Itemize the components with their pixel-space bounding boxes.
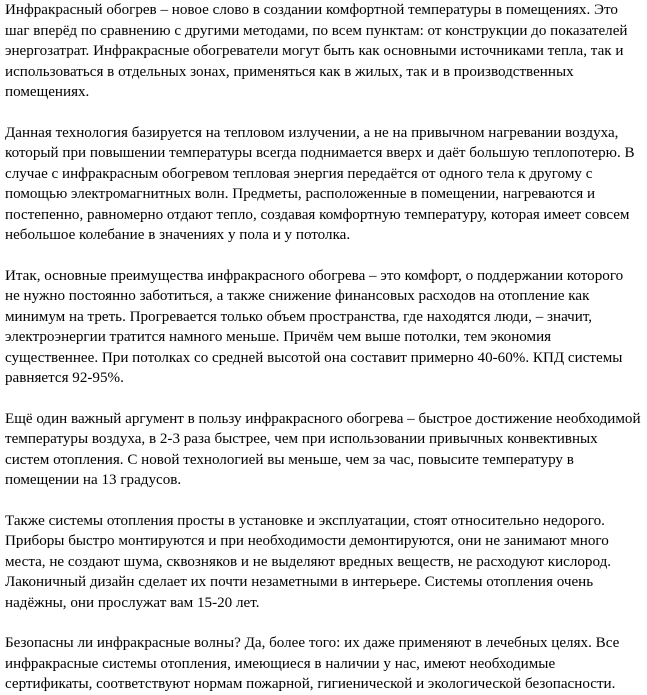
paragraph-advantages: Итак, основные преимущества инфракрасного обогрева – это комфорт, о поддержании которого не нужно постоянно заботиться, а также снижение финансовых расходов на отопление как минимум на треть. Прогревается только объем пространства, где находятся люди, – значит, электроэнергии тратится намного меньше. Причём чем выше потолки, тем экономия существеннее. При потолках со средней высотой она составит примерно 40-60%. КПД системы равняется 92-95%. [5, 267, 624, 386]
paragraph-intro: Инфракрасный обогрев – новое слово в создании комфортной температуры в помещениях. Это шаг вперёд по сравнению с другими методами, по всем пунктам: от конструкции до показателей энергозатрат. Инфракрасные обогреватели могут быть как основными источниками тепла, так и использоваться в отдельных зонах, применяться как в жилых, так и в производственных помещениях. [5, 2, 628, 100]
paragraph-technology: Данная технология базируется на тепловом излучении, а не на привычном нагревании воздуха, который при повышении температуры всегда поднимается вверх и даёт большую теплопотерю. В случае с инфракрасным обогревом тепловая энергия передаётся от одного тела к другому с помощью электромагнитных волн. Предметы, расположенные в помещении, нагреваются и постепенно, равномерно отдают тепло, создавая комфортную температуру, которая имеет совсем небольшое колебание в значениях у пола и у потолка. [5, 124, 635, 243]
paragraph-installation: Также системы отопления просты в установке и эксплуатации, стоят относительно недорого. Приборы быстро монтируются и при необходимости демонтируются, они не занимают много места, не создают шума, сквозняков и не выделяют вредных веществ, не расходуют кислород. Лаконичный дизайн сделает их почти незаметными в интерьере. Системы отопления очень надёжны, они прослужат вам 15-20 лет. [5, 512, 612, 611]
paragraph-fast-heating: Ещё один важный аргумент в пользу инфракрасного обогрева – быстрое достижение необходимой температуры воздуха, в 2-3 раза быстрее, чем при использовании привычных конвективных систем отопления. С новой технологией вы меньше, чем за час, повысите температуру в помещении на 13 градусов. [5, 410, 641, 488]
paragraph-safety: Безопасны ли инфракрасные волны? Да, более того: их даже применяют в лечебных целях. Все инфракрасные системы отопления, имеющиеся в наличии у нас, имеют необходимые сертификаты, соответствуют нормам пожарной, гигиенической и экологической безопасности. [5, 635, 620, 692]
